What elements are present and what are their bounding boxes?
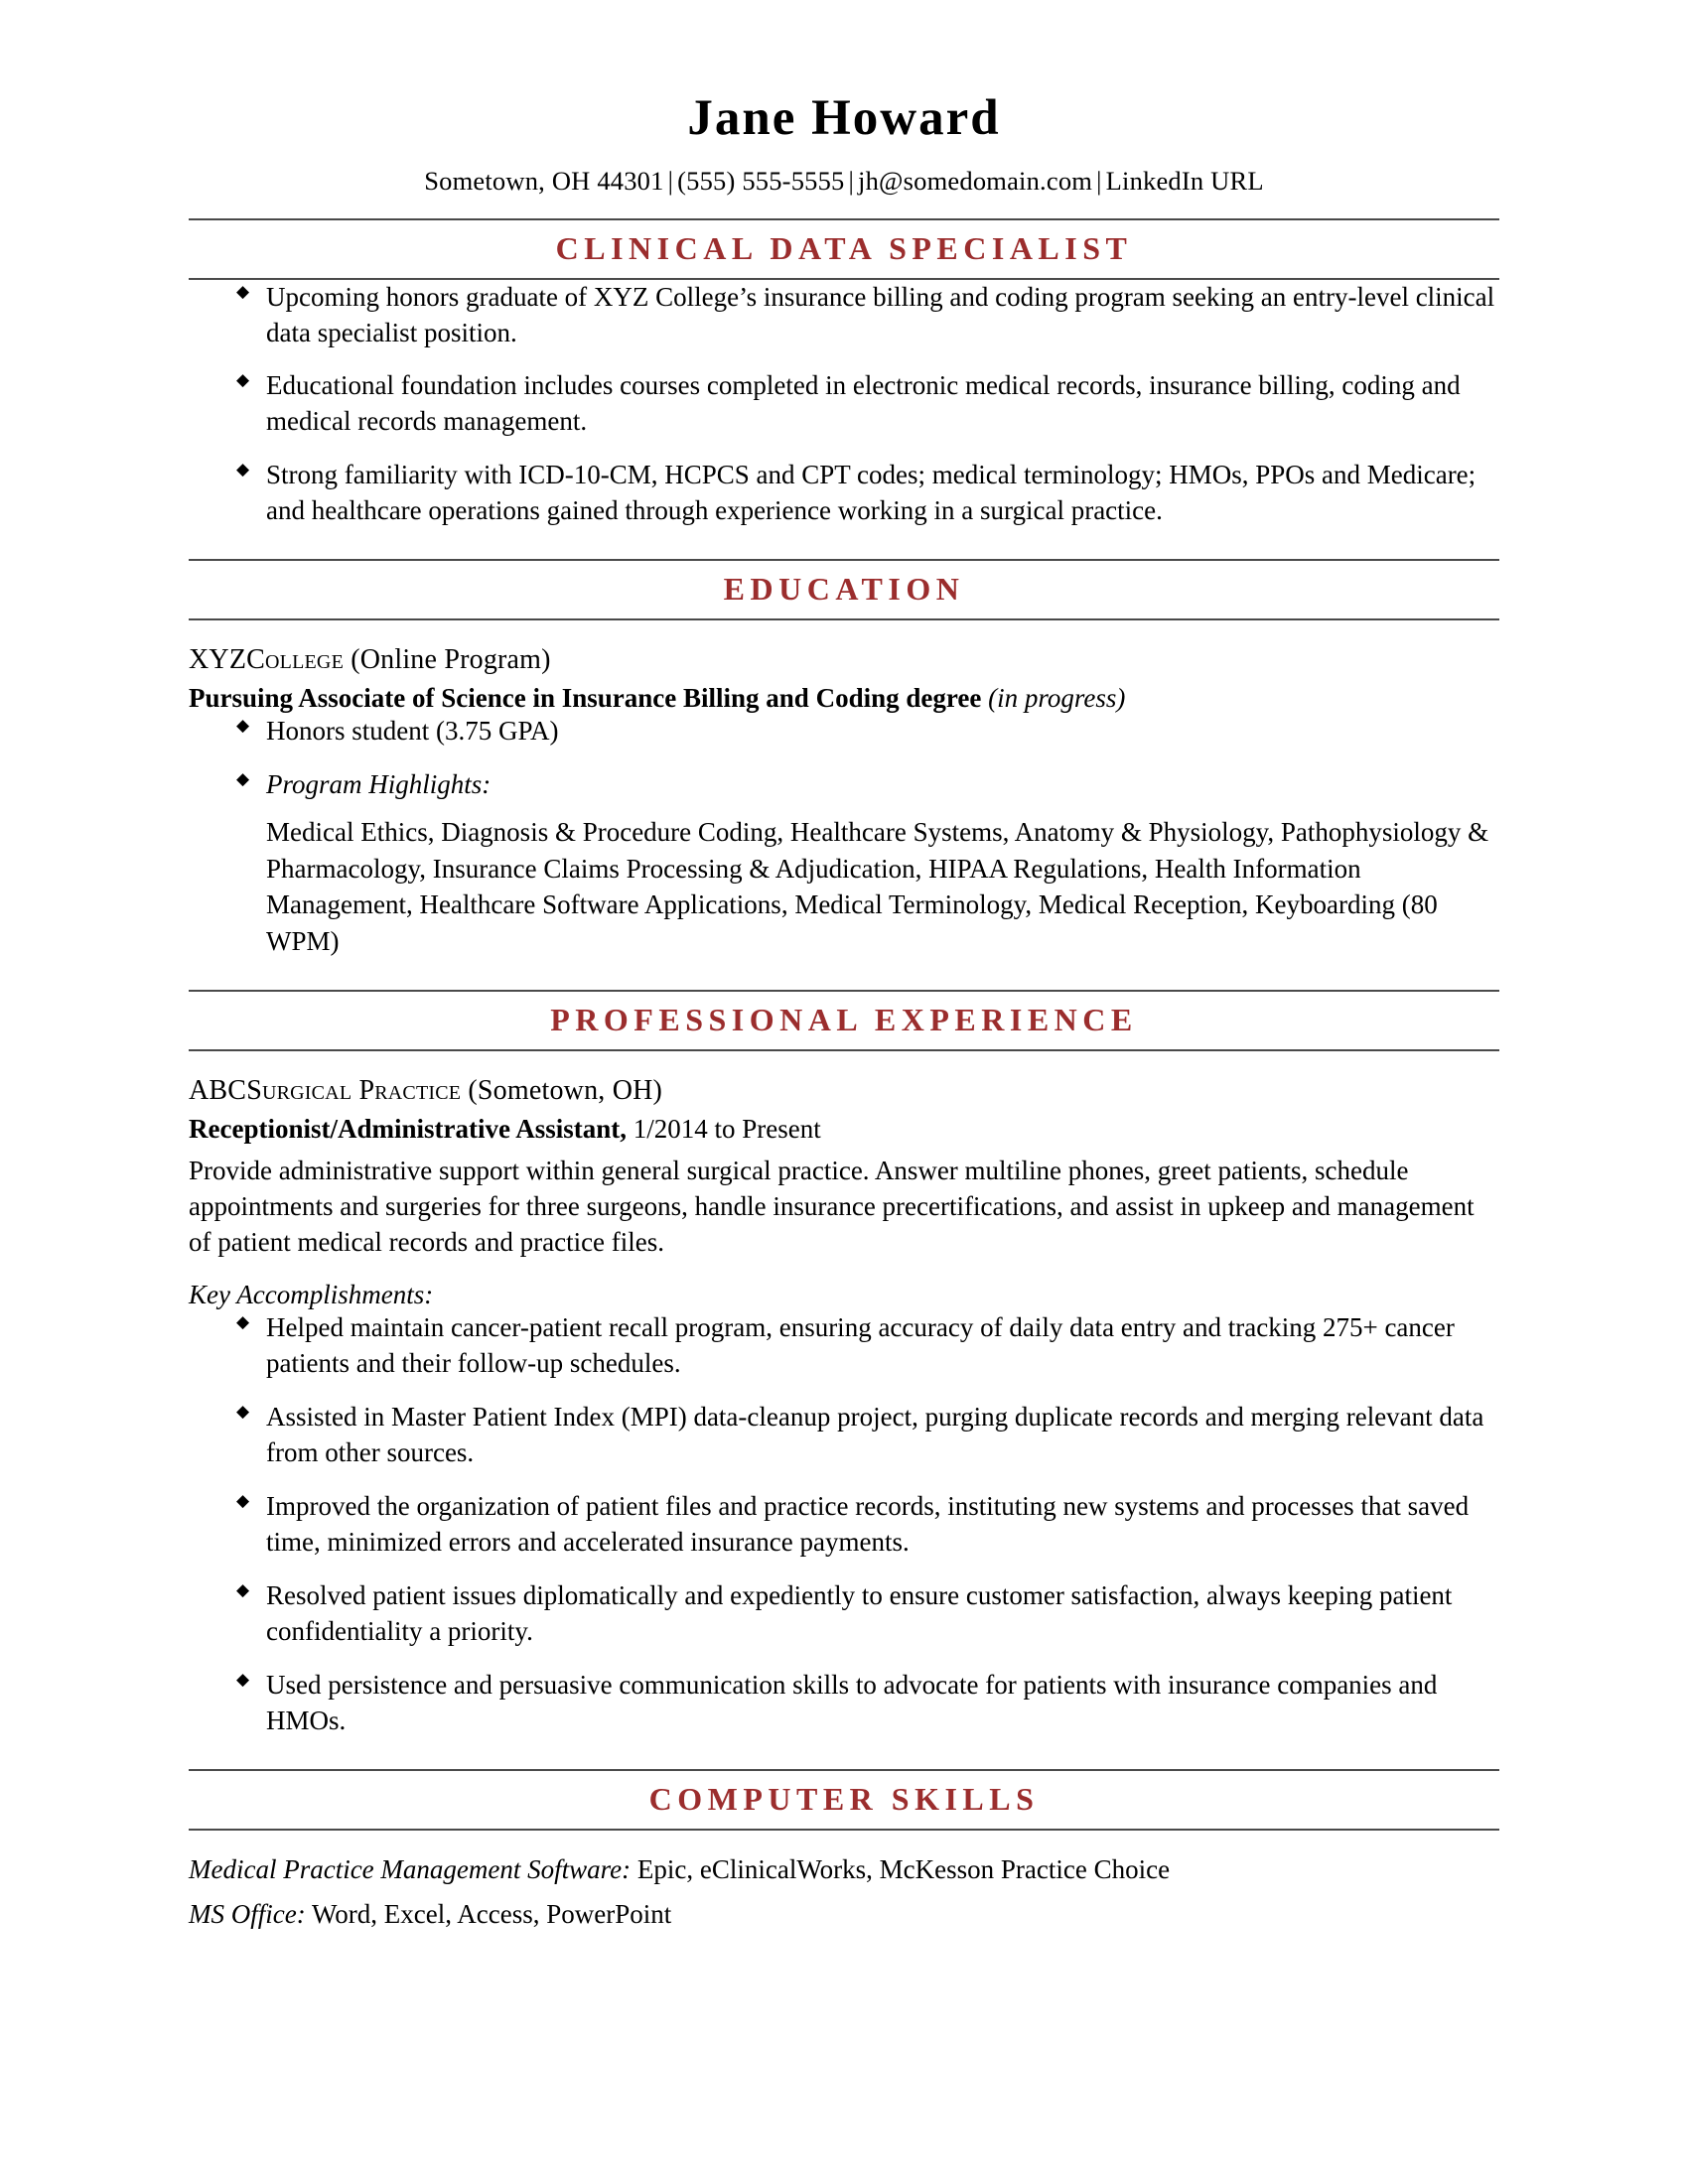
list-item: ◆ Strong familiarity with ICD-10-CM, HCPCS and CPT codes; medical terminology; HMOs, PPOs and Medicare; and healthcare operations gained through experience working in a surgical practice. <box>189 458 1499 529</box>
contact-phone: (555) 555-5555 <box>677 165 845 196</box>
contact-line <box>189 166 1499 197</box>
skills-label: Medical Practice Management Software: <box>189 1853 632 1884</box>
experience-title-line <box>189 1114 1499 1145</box>
skills-value: Epic, eClinicalWorks, McKesson Practice Choice <box>636 1853 1171 1884</box>
experience-section <box>189 990 1499 1739</box>
experience-job-dates: 1/2014 to Present <box>633 1113 821 1144</box>
education-degree-status: (in progress) <box>988 683 1126 714</box>
contact-separator-2: | <box>848 165 855 196</box>
divider-skills-bottom <box>189 1829 1499 1831</box>
experience-employer-detail: (Sometown, OH) <box>468 1074 663 1106</box>
list-item: ◆ Assisted in Master Patient Index (MPI) data-cleanup project, purging duplicate records and merging relevant data from other sources. <box>189 1400 1499 1471</box>
skills-section <box>189 1769 1499 1932</box>
education-school-detail: (Online Program) <box>351 644 551 676</box>
list-item: ◆ Educational foundation includes courses completed in electronic medical records, insurance billing, coding and medical records management. <box>189 368 1499 440</box>
contact-separator-1: | <box>667 165 674 196</box>
section-heading-experience: PROFESSIONAL EXPERIENCE <box>550 1001 1138 1037</box>
divider-education-bottom <box>189 618 1499 620</box>
experience-employer-name: Surgical Practice <box>246 1074 462 1106</box>
skills-label: MS Office: <box>189 1898 306 1929</box>
divider-experience-bottom <box>189 1049 1499 1051</box>
education-school <box>189 644 1499 676</box>
skills-row <box>189 1852 1499 1887</box>
list-item: ◆ Honors student (3.75 GPA) <box>189 714 1499 750</box>
program-highlights-label: Program Highlights: <box>266 768 492 799</box>
accomplishments-list <box>189 1310 1499 1738</box>
experience-description: Provide administrative support within general surgical practice. Answer multiline phones, greet patients, schedule appointments and surgeries for three surgeons, handle insurance precertifications, and assist in upkeep and management of patient medical records and practice files. <box>189 1155 1475 1257</box>
accomplishments-label: Key Accomplishments: <box>189 1280 434 1310</box>
skills-row <box>189 1897 1499 1932</box>
section-heading-skills: COMPUTER SKILLS <box>648 1780 1040 1817</box>
list-item: ◆ Resolved patient issues diplomatically and expediently to ensure customer satisfaction, always keeping patient confidentiality a priority. <box>189 1578 1499 1650</box>
candidate-name: Jane Howard <box>687 90 1001 146</box>
education-degree: Pursuing Associate of Science in Insurance Billing and Coding degree <box>189 683 982 714</box>
contact-linkedin[interactable]: LinkedIn URL <box>1105 165 1264 196</box>
experience-employer-initials: ABC <box>189 1074 247 1106</box>
list-item: ◆ Upcoming honors graduate of XYZ College’s insurance billing and coding program seeking an entry-level clinical data specialist position. <box>189 280 1499 351</box>
experience-job-title: Receptionist/Administrative Assistant, <box>189 1113 627 1144</box>
education-school-name: College <box>246 644 344 676</box>
list-item: ◆ Used persistence and persuasive communication skills to advocate for patients with insurance companies and HMOs. <box>189 1668 1499 1739</box>
section-heading-title: CLINICAL DATA SPECIALIST <box>555 229 1133 266</box>
list-item <box>189 767 1499 803</box>
contact-location: Sometown, OH 44301 <box>424 165 664 196</box>
contact-separator-3: | <box>1096 165 1102 196</box>
list-item: ◆ Improved the organization of patient files and practice records, instituting new systems and processes that saved time, minimized errors and accelerated insurance payments. <box>189 1489 1499 1561</box>
contact-email[interactable]: jh@somedomain.com <box>858 165 1093 196</box>
education-bullets <box>189 714 1499 803</box>
education-highlights: Medical Ethics, Diagnosis & Procedure Coding, Healthcare Systems, Anatomy & Physiology, Pathophysiology & Pharmacology, Insurance Claims Processing & Adjudication, HIPAA Regulations, Health Information Management, Healthcare Software Applications, Medical Terminology, Medical Reception, Keyboarding (80 WPM) <box>266 816 1489 957</box>
experience-employer <box>189 1075 1499 1107</box>
education-degree-line <box>189 683 1499 714</box>
education-section <box>189 559 1499 960</box>
summary-list <box>189 280 1499 529</box>
list-item: ◆ Helped maintain cancer-patient recall program, ensuring accuracy of daily data entry and tracking 275+ cancer patients and their follow-up schedules. <box>189 1310 1499 1382</box>
education-school-initials: XYZ <box>189 644 247 676</box>
section-heading-education: EDUCATION <box>723 571 965 608</box>
skills-value: Word, Excel, Access, PowerPoint <box>311 1898 672 1929</box>
